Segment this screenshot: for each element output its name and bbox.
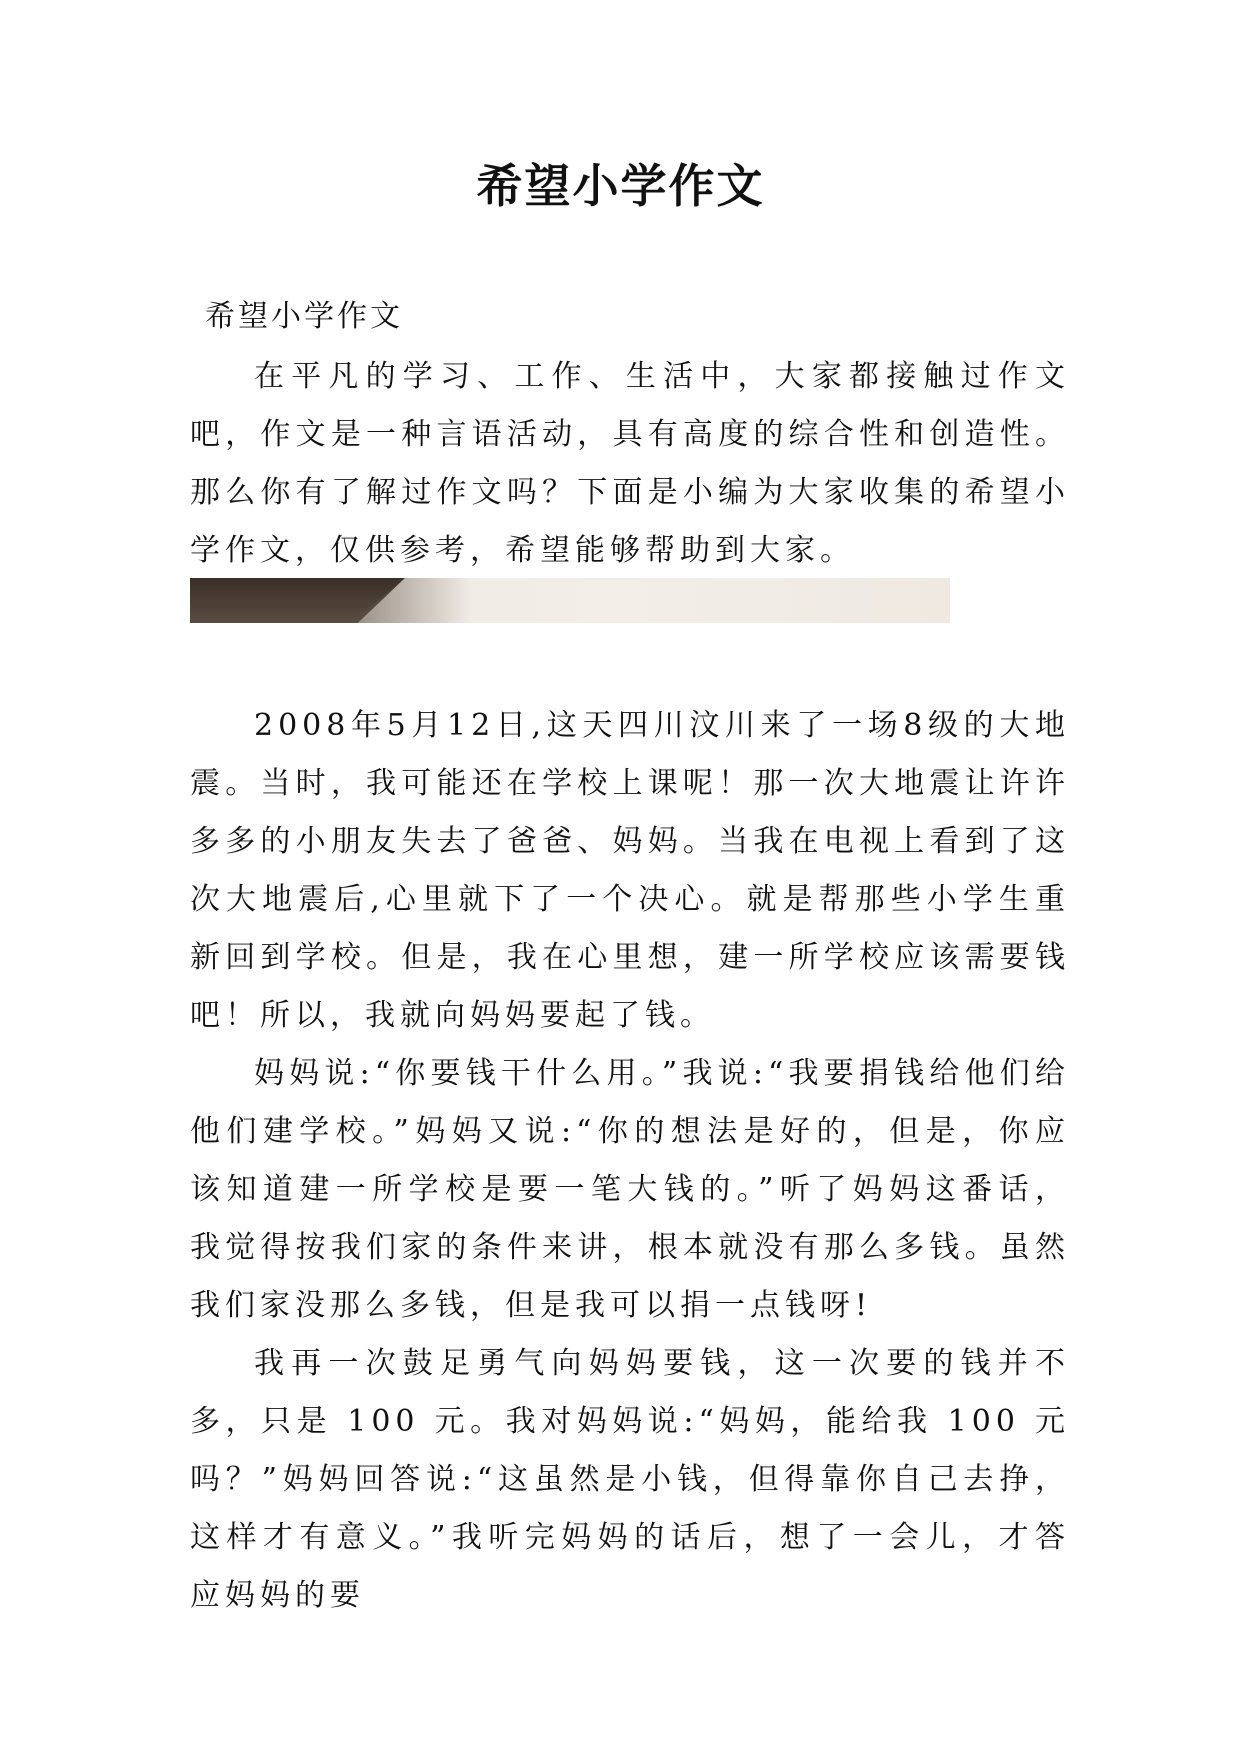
intro-section — [190, 348, 1070, 580]
essay-section — [190, 697, 1070, 1625]
document-subtitle: 希望小学作文 — [205, 299, 403, 334]
document-title: 希望小学作文 — [476, 159, 765, 213]
essay-paragraph: 2008年5月12日,这天四川汶川来了一场8级的大地震。当时，我可能还在学校上课呢！那一次大地震让许许多多的小朋友失去了爸爸、妈妈。当我在电视上看到了这次大地震后,心里就下了一个决心。就是帮那些小学生重新回到学校。但是，我在心里想，建一所学校应该需要钱吧！所以，我就向妈妈要起了钱。 — [190, 708, 1070, 1033]
illustration-image — [190, 578, 950, 623]
essay-paragraph: 妈妈说:“你要钱干什么用。”我说:“我要捐钱给他们给他们建学校。”妈妈又说:“你的想法是好的，但是，你应该知道建一所学校是要一笔大钱的。”听了妈妈这番话，我觉得按我们家的条件来讲，根本就没有那么多钱。虽然我们家没那么多钱，但是我可以捐一点钱呀! — [190, 1056, 1070, 1323]
intro-paragraph: 在平凡的学习、工作、生活中，大家都接触过作文吧，作文是一种言语活动，具有高度的综合性和创造性。那么你有了解过作文吗？下面是小编为大家收集的希望小学作文，仅供参考，希望能够帮助到大家。 — [190, 359, 1070, 568]
essay-paragraph: 我再一次鼓足勇气向妈妈要钱，这一次要的钱并不多，只是 100 元。我对妈妈说:“妈妈，能给我 100 元吗？”妈妈回答说:“这虽然是小钱，但得靠你自己去挣，这样才有意义。”我听完妈妈的话后，想了一会儿，才答应妈妈的要 — [190, 1346, 1070, 1613]
